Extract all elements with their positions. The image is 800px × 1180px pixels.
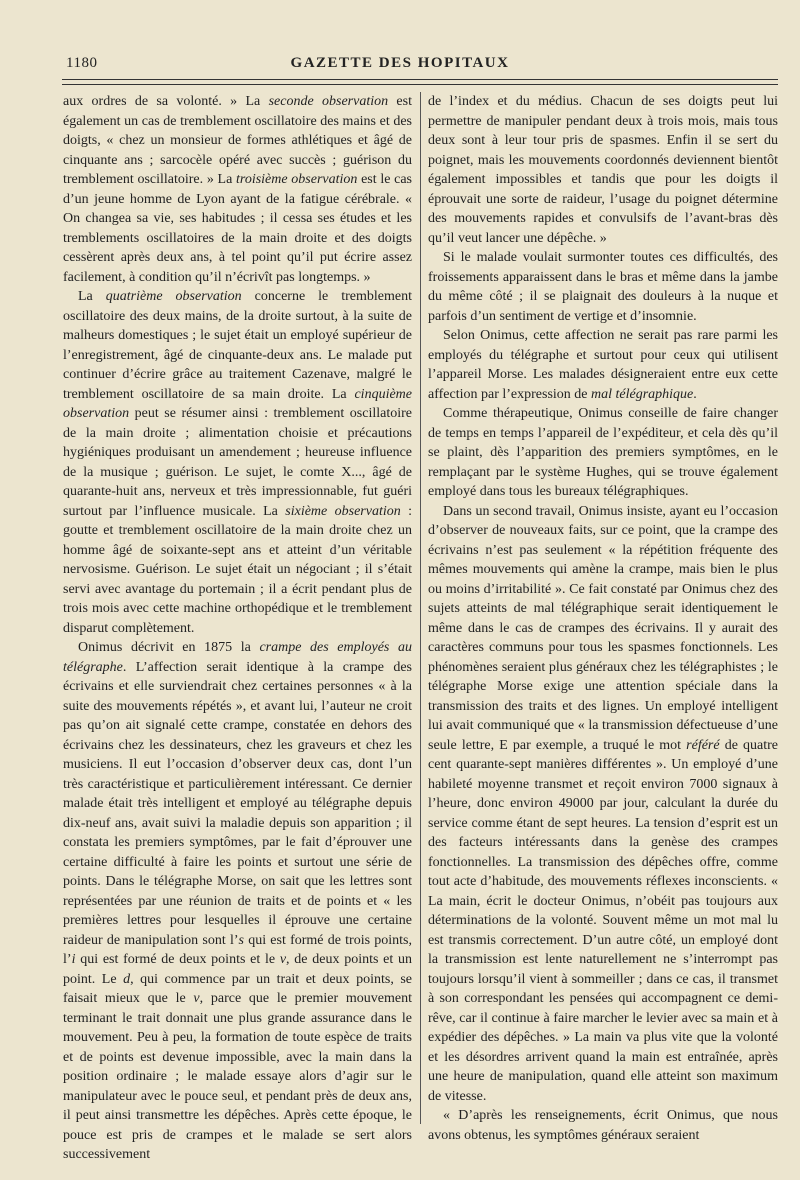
paragraph: Selon Onimus, cette affection ne serait pas rare parmi les employés du télégraphe et surtout pour ceux qui utilisent l’appareil Morse. Les malades désigneraient entre eux cette affection par l’expression de mal télégraphique. <box>428 328 778 402</box>
paragraph: Comme thérapeutique, Onimus conseille de faire changer de temps en temps l’appareil de l’expéditeur, et cela dès qu’il se plaint, dès l’apparition des premiers symptômes, en le remplaçant par le système Hughes, qui se trouve également employé dans tous les bureaux télégraphiques. <box>428 406 778 499</box>
paragraph: Onimus décrivit en 1875 la crampe des employés au télégraphe. L’affection serait identique à la crampe des écrivains et elle surviendrait chez certaines personnes « à la suite des mouvements répétés », et avant lui, l’auteur ne croit pas qu’on ait signalé cette crampe, constatée en dehors des écrivains chez les dessinateurs, chez les graveurs et chez les musiciens. Il eut l’occasion d’observer deux cas, dont l’un très caractéristique et particulièrement intéressant. Ce dernier malade était très intelligent et employé au télégraphe depuis dix-neuf ans, avait suivi la maladie depuis son apparition ; il constata les premiers symptômes, par le fait d’éprouver une certaine difficulté à faire les points et surtout une série de points. Dans le télégraphe Morse, on sait que les lettres sont représentées par une réunion de traits et de points et « les premières lettres pour lesquelles il éprouve une certaine raideur de manipulation sont l’s qui est formé de trois points, l’i qui est formé de deux points et le v, de deux points et un point. Le d, qui commence par un trait et deux points, se faisait mieux que le v, parce que le premier mouvement terminant le trait donnait une plus grande assurance dans le mouvement. Peu à peu, la formation de toute espèce de traits et de points est devenue impossible, avec la main dans la position ordinaire ; le malade essaye alors d’agir sur le manipulateur avec le pouce seul, et pendant près de deux ans, il peut ainsi transmettre les dépêches. Après cette époque, le pouce est pris de crampes et le malade se sert alors successivement <box>63 640 413 1162</box>
journal-title: GAZETTE DES HOPITAUX <box>290 55 510 71</box>
column-separator <box>420 92 421 1124</box>
paragraph: de l’index et du médius. Chacun de ses doigts peut lui permettre de manipuler pendant deux à trois mois, mais tous deux sont à leur tour pris de spasmes. Enfin il se sert du poignet, mais les mouvements coordonnés deviennent bientôt également impossibles et tandis que pour les doigts il éprouvait une sorte de raideur, l’usage du poignet détermine des mouvements rapides et convulsifs de l’avant-bras dès qu’il veut lancer une dépêche. » <box>428 94 778 246</box>
paragraph: Dans un second travail, Onimus insiste, ayant eu l’occasion d’observer de nouveaux faits, sur ce point, que la crampe des écrivains n’est pas seulement « la répétition fréquente des mêmes mouvements qui amène la crampe, mais bien le plus ou moins d’irritabilité ». Ce fait constaté par Onimus chez des sujets atteints de mal télégraphique serait identiquement le même dans le cas de crampes des écrivains. Il y aurait des caractères communs pour tous les spasmes fonctionnels. Les phénomènes seraient plus généraux chez les télégraphistes ; le télégraphe Morse exige une attention spéciale dans la transmission des traits et des lignes. Un employé intelligent lui avait communiqué que « la transmission défectueuse d’une seule lettre, E par exemple, a truqué le mot référé de quatre cent quarante-sept manières différentes ». Un employé d’une habileté moyenne transmet et reçoit environ 7000 signaux à l’heure, donc environ 49000 par jour, calculant la durée du service comme étant de sept heures. La tension d’esprit est un des facteurs intéressants dans la genèse des crampes fonctionnelles. La transmission des dépêches offre, comme tout acte d’habitude, des mouvements réflexes inconscients. « La main, écrit le docteur Onimus, n’obéit pas toujours aux déterminations de la volonté. Souvent même un mot mal lu est transmis correctement. D’un autre côté, un employé dont la transmission est lente naturellement ne s’interrompt pas toujours lorsqu’il vient à sommeiller ; dans ce cas, il transmet à son correspondant les pensées qui accompagnent ce demi-rêve, car il continue à faire marcher le levier avec sa main et à expédier des dépêches. » La main va plus vite que la volonté et les désordres arrivent quand la main est entraînée, après une heure de manipulation, quand elle atteint son maximum de vitesse. <box>428 503 778 1104</box>
header-rule-thin <box>62 84 778 85</box>
paragraph: Si le malade voulait surmonter toutes ces difficultés, des froissements apparaissent dans le bras et même dans la jambe du même côté ; il se plaignait des douleurs à la nuque et parfois d’un sentiment de vertige et d’insomnie. <box>428 250 778 324</box>
paragraph: La quatrième observation concerne le tremblement oscillatoire des deux mains, de la droite surtout, à la suite de malheurs domestiques ; le sujet était un employé supérieur de l’enregistrement, âgé de cinquante-deux ans. Le malade put continuer d’écrire grâce au traitement Cazenave, malgré le tremblement oscillatoire de sa main droite. La cinquième observation peut se résumer ainsi : tremblement oscillatoire de la main droite ; alimentation choisie et précautions hygiéniques produisant un amendement ; heureuse influence de la musique ; guérison. Le sujet, le comte X..., âgé de quarante-huit ans, nerveux et très impressionnable, fut guéri surtout par l’influence musicale. La sixième observation : goutte et tremblement oscillatoire de la main droite chez un homme âgé de soixante-sept ans et atteint d’un véritable nervosisme. Guérison. Le sujet était un négociant ; il s’était servi avec avantage du portemain ; il a écrit pendant plus de trois mois avec cette machine orthopédique et le tremblement disparut complètement. <box>63 289 413 636</box>
right-column <box>428 92 778 1145</box>
left-column <box>63 92 412 1165</box>
paragraph: aux ordres de sa volonté. » La seconde observation est également un cas de tremblement oscillatoire des mains et des doigts, « chez un monsieur de formes athlétiques et âgé de cinquante ans ; sarcocèle opéré avec succès ; guérison du tremblement oscillatoire. » La troisième observation est le cas d’un jeune homme de Lyon ayant de la fatigue cérébrale. « On changea sa vie, ses habitudes ; il cessa ses études et les tremblements oscillatoires de la main droite et des doigts cessèrent après deux ans, à tel point qu’il put écrire assez facilement, à condition qu’il n’écrivît pas longtemps. » <box>63 94 413 285</box>
paragraph: « D’après les renseignements, écrit Onimus, que nous avons obtenus, les symptômes généraux seraient <box>428 1108 778 1143</box>
header-rule-thick <box>62 79 778 80</box>
page-number: 1180 <box>66 55 98 71</box>
